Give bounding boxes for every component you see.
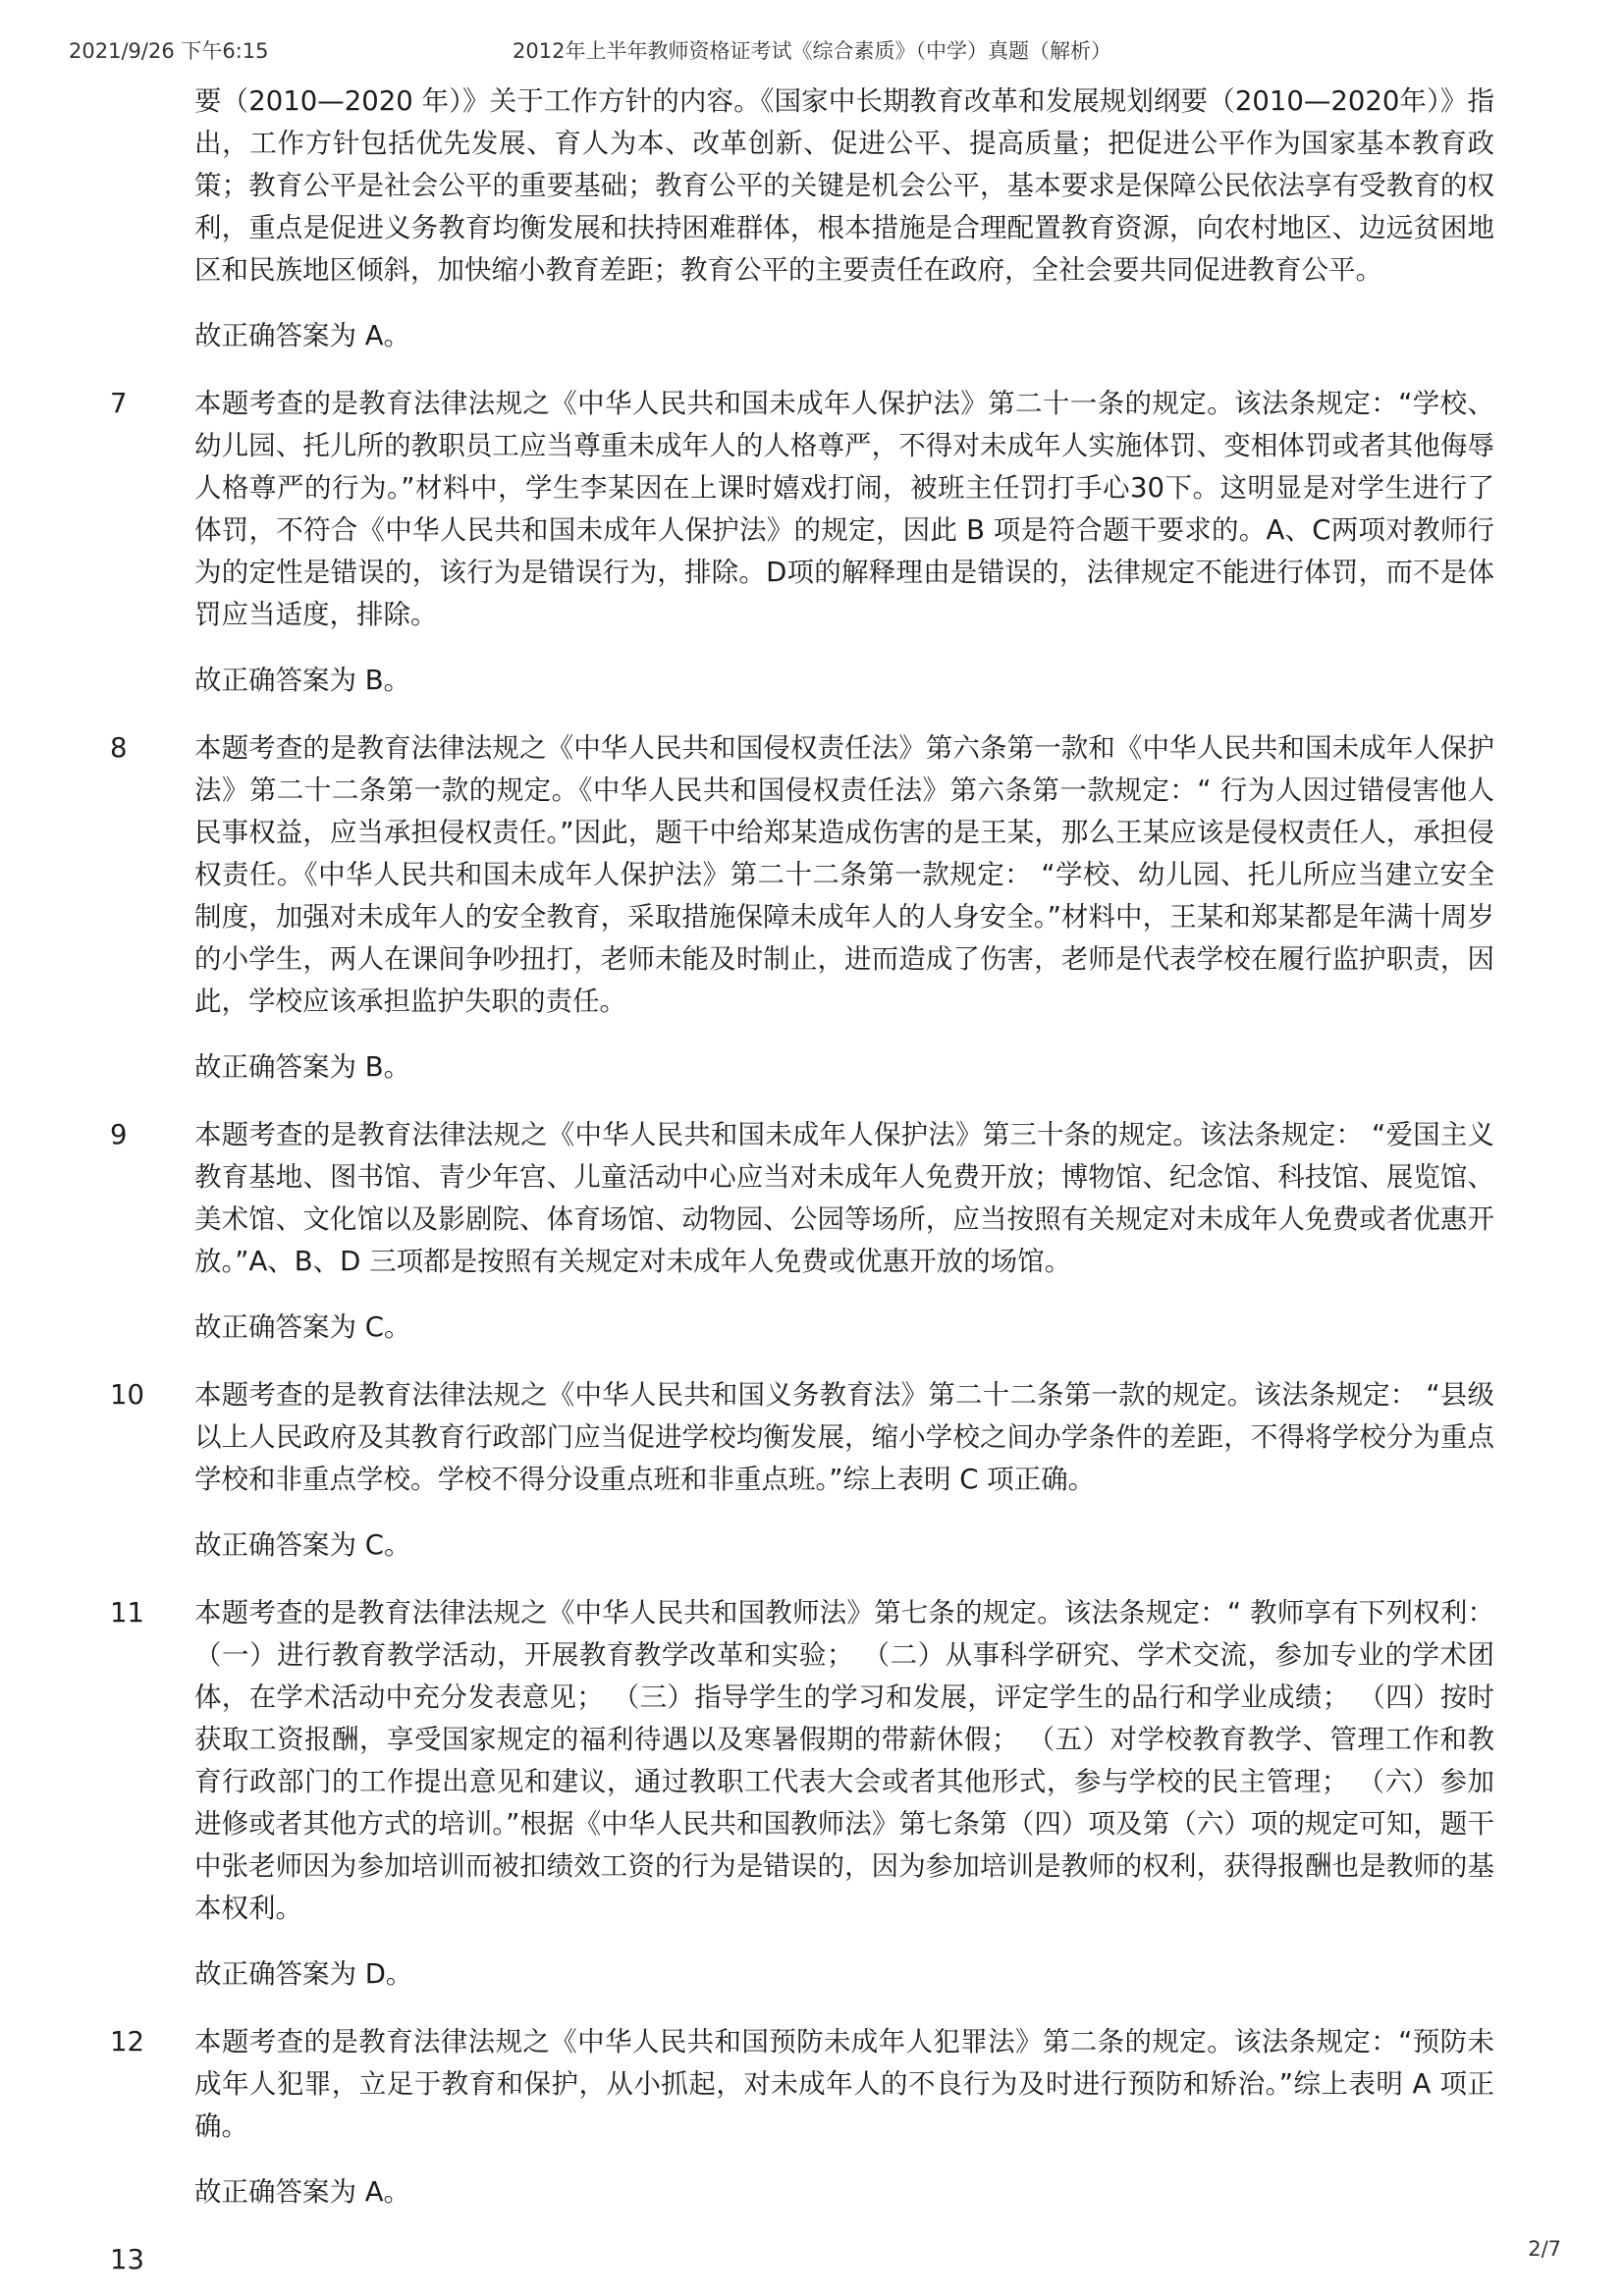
question-number: 9: [110, 1119, 128, 1150]
question-answer: 故正确答案为 B。: [194, 665, 411, 696]
document-title: 2012年上半年教师资格证考试《综合素质》（中学）真题（解析）: [513, 39, 1111, 63]
question-number: 10: [110, 1379, 144, 1411]
intro-answer: 故正确答案为 A。: [194, 320, 411, 351]
question-number: 11: [110, 1597, 144, 1629]
question-answer: 故正确答案为 D。: [194, 1958, 413, 1990]
question-number: 12: [110, 2026, 144, 2057]
question-explanation: 本题考查的是教育法律法规之《中华人民共和国预防未成年人犯罪法》第二条的规定。该法条规定：“预防未成年人犯罪，立足于教育和保护，从小抓起，对未成年人的不良行为及时进行预防和矫治。”综上表明 A 项正确。: [194, 2026, 1494, 2142]
question-number: 13: [110, 2244, 144, 2275]
page-number: 2/7: [1528, 2237, 1561, 2261]
question-number: 8: [110, 732, 128, 764]
question-10: [110, 1374, 1494, 1567]
question-explanation: 本题考查的是教育法律法规之《中华人民共和国未成年人保护法》第三十条的规定。该法条规定： “爱国主义教育基地、图书馆、青少年宫、儿童活动中心应当对未成年人免费开放；博物馆、纪念馆、科技馆、展览馆、美术馆、文化馆以及影剧院、体育场馆、动物园、公园等场所，应当按照有关规定对未成年人免费或者优惠开放。”A、B、D 三项都是按照有关规定对未成年人免费或优惠开放的场馆。: [194, 1119, 1494, 1277]
question-11: [110, 1592, 1494, 1996]
question-answer: 故正确答案为 C。: [194, 1311, 411, 1343]
page-content: [110, 80, 1494, 2275]
question-explanation: 本题考查的是教育法律法规之《中华人民共和国教师法》第七条的规定。该法条规定：“ 教师享有下列权利： （一）进行教育教学活动，开展教育教学改革和实验； （二）从事科学研究、学术交流，参加专业的学术团体，在学术活动中充分发表意见； （三）指导学生的学习和发展，评定学生的品行和学业成绩； （四）按时获取工资报酬，享受国家规定的福利待遇以及寒暑假期的带薪休假； （五）对学校教育教学、管理工作和教育行政部门的工作提出意见和建议，通过教职工代表大会或者其他形式，参与学校的民主管理； （六）参加进修或者其他方式的培训。”根据《中华人民共和国教师法》第七条第（四）项及第（六）项的规定可知，题干中张老师因为参加培训而被扣绩效工资的行为是错误的，因为参加培训是教师的权利，获得报酬也是教师的基本权利。: [194, 1597, 1494, 1924]
print-datetime: 2021/9/26 下午6:15: [69, 39, 269, 63]
question-explanation: 本题考查的是教育法律法规之《中华人民共和国未成年人保护法》第二十一条的规定。该法条规定：“学校、幼儿园、托儿所的教职员工应当尊重未成年人的人格尊严，不得对未成年人实施体罚、变相体罚或者其他侮辱人格尊严的行为。”材料中，学生李某因在上课时嬉戏打闹，被班主任罚打手心30下。这明显是对学生进行了体罚，不符合《中华人民共和国未成年人保护法》的规定，因此 B 项是符合题干要求的。A、C两项对教师行为的定性是错误的，该行为是错误行为，排除。D项的解释理由是错误的，法律规定不能进行体罚，而不是体罚应当适度，排除。: [194, 388, 1494, 630]
question-answer: 故正确答案为 A。: [194, 2176, 411, 2208]
question-8: [110, 727, 1494, 1089]
question-explanation: 本题考查的是教育法律法规之《中华人民共和国义务教育法》第二十二条第一款的规定。该法条规定： “县级以上人民政府及其教育行政部门应当促进学校均衡发展，缩小学校之间办学条件的差距，不得将学校分为重点学校和非重点学校。学校不得分设重点班和非重点班。”综上表明 C 项正确。: [194, 1379, 1494, 1495]
question-answer: 故正确答案为 C。: [194, 1529, 411, 1561]
question-7: [110, 383, 1494, 702]
intro-block: [110, 80, 1494, 357]
print-header: [59, 35, 1565, 65]
intro-paragraph: 要（2010—2020 年）》关于工作方针的内容。《国家中长期教育改革和发展规划纲要（2010—2020年）》指出，工作方针包括优先发展、育人为本、改革创新、促进公平、提高质量；把促进公平作为国家基本教育政策；教育公平是社会公平的重要基础；教育公平的关键是机会公平，基本要求是保障公民依法享有受教育的权利，重点是促进义务教育均衡发展和扶持困难群体，根本措施是合理配置教育资源，向农村地区、边远贫困地区和民族地区倾斜，加快缩小教育差距；教育公平的主要责任在政府，全社会要共同促进教育公平。: [194, 85, 1494, 286]
question-12: [110, 2021, 1494, 2214]
question-answer: 故正确答案为 B。: [194, 1051, 411, 1083]
question-explanation: 本题考查的是教育法律法规之《中华人民共和国侵权责任法》第六条第一款和《中华人民共和国未成年人保护法》第二十二条第一款的规定。《中华人民共和国侵权责任法》第六条第一款规定：“ 行为人因过错侵害他人民事权益，应当承担侵权责任。”因此，题干中给郑某造成伤害的是王某，那么王某应该是侵权责任人，承担侵权责任。《中华人民共和国未成年人保护法》第二十二条第一款规定： “学校、幼儿园、托儿所应当建立安全制度，加强对未成年人的安全教育，采取措施保障未成年人的人身安全。”材料中，王某和郑某都是年满十周岁的小学生，两人在课间争吵扭打，老师未能及时制止，进而造成了伤害，老师是代表学校在履行监护职责，因此，学校应该承担监护失职的责任。: [194, 732, 1494, 1017]
question-9: [110, 1114, 1494, 1349]
question-number: 7: [110, 388, 128, 419]
